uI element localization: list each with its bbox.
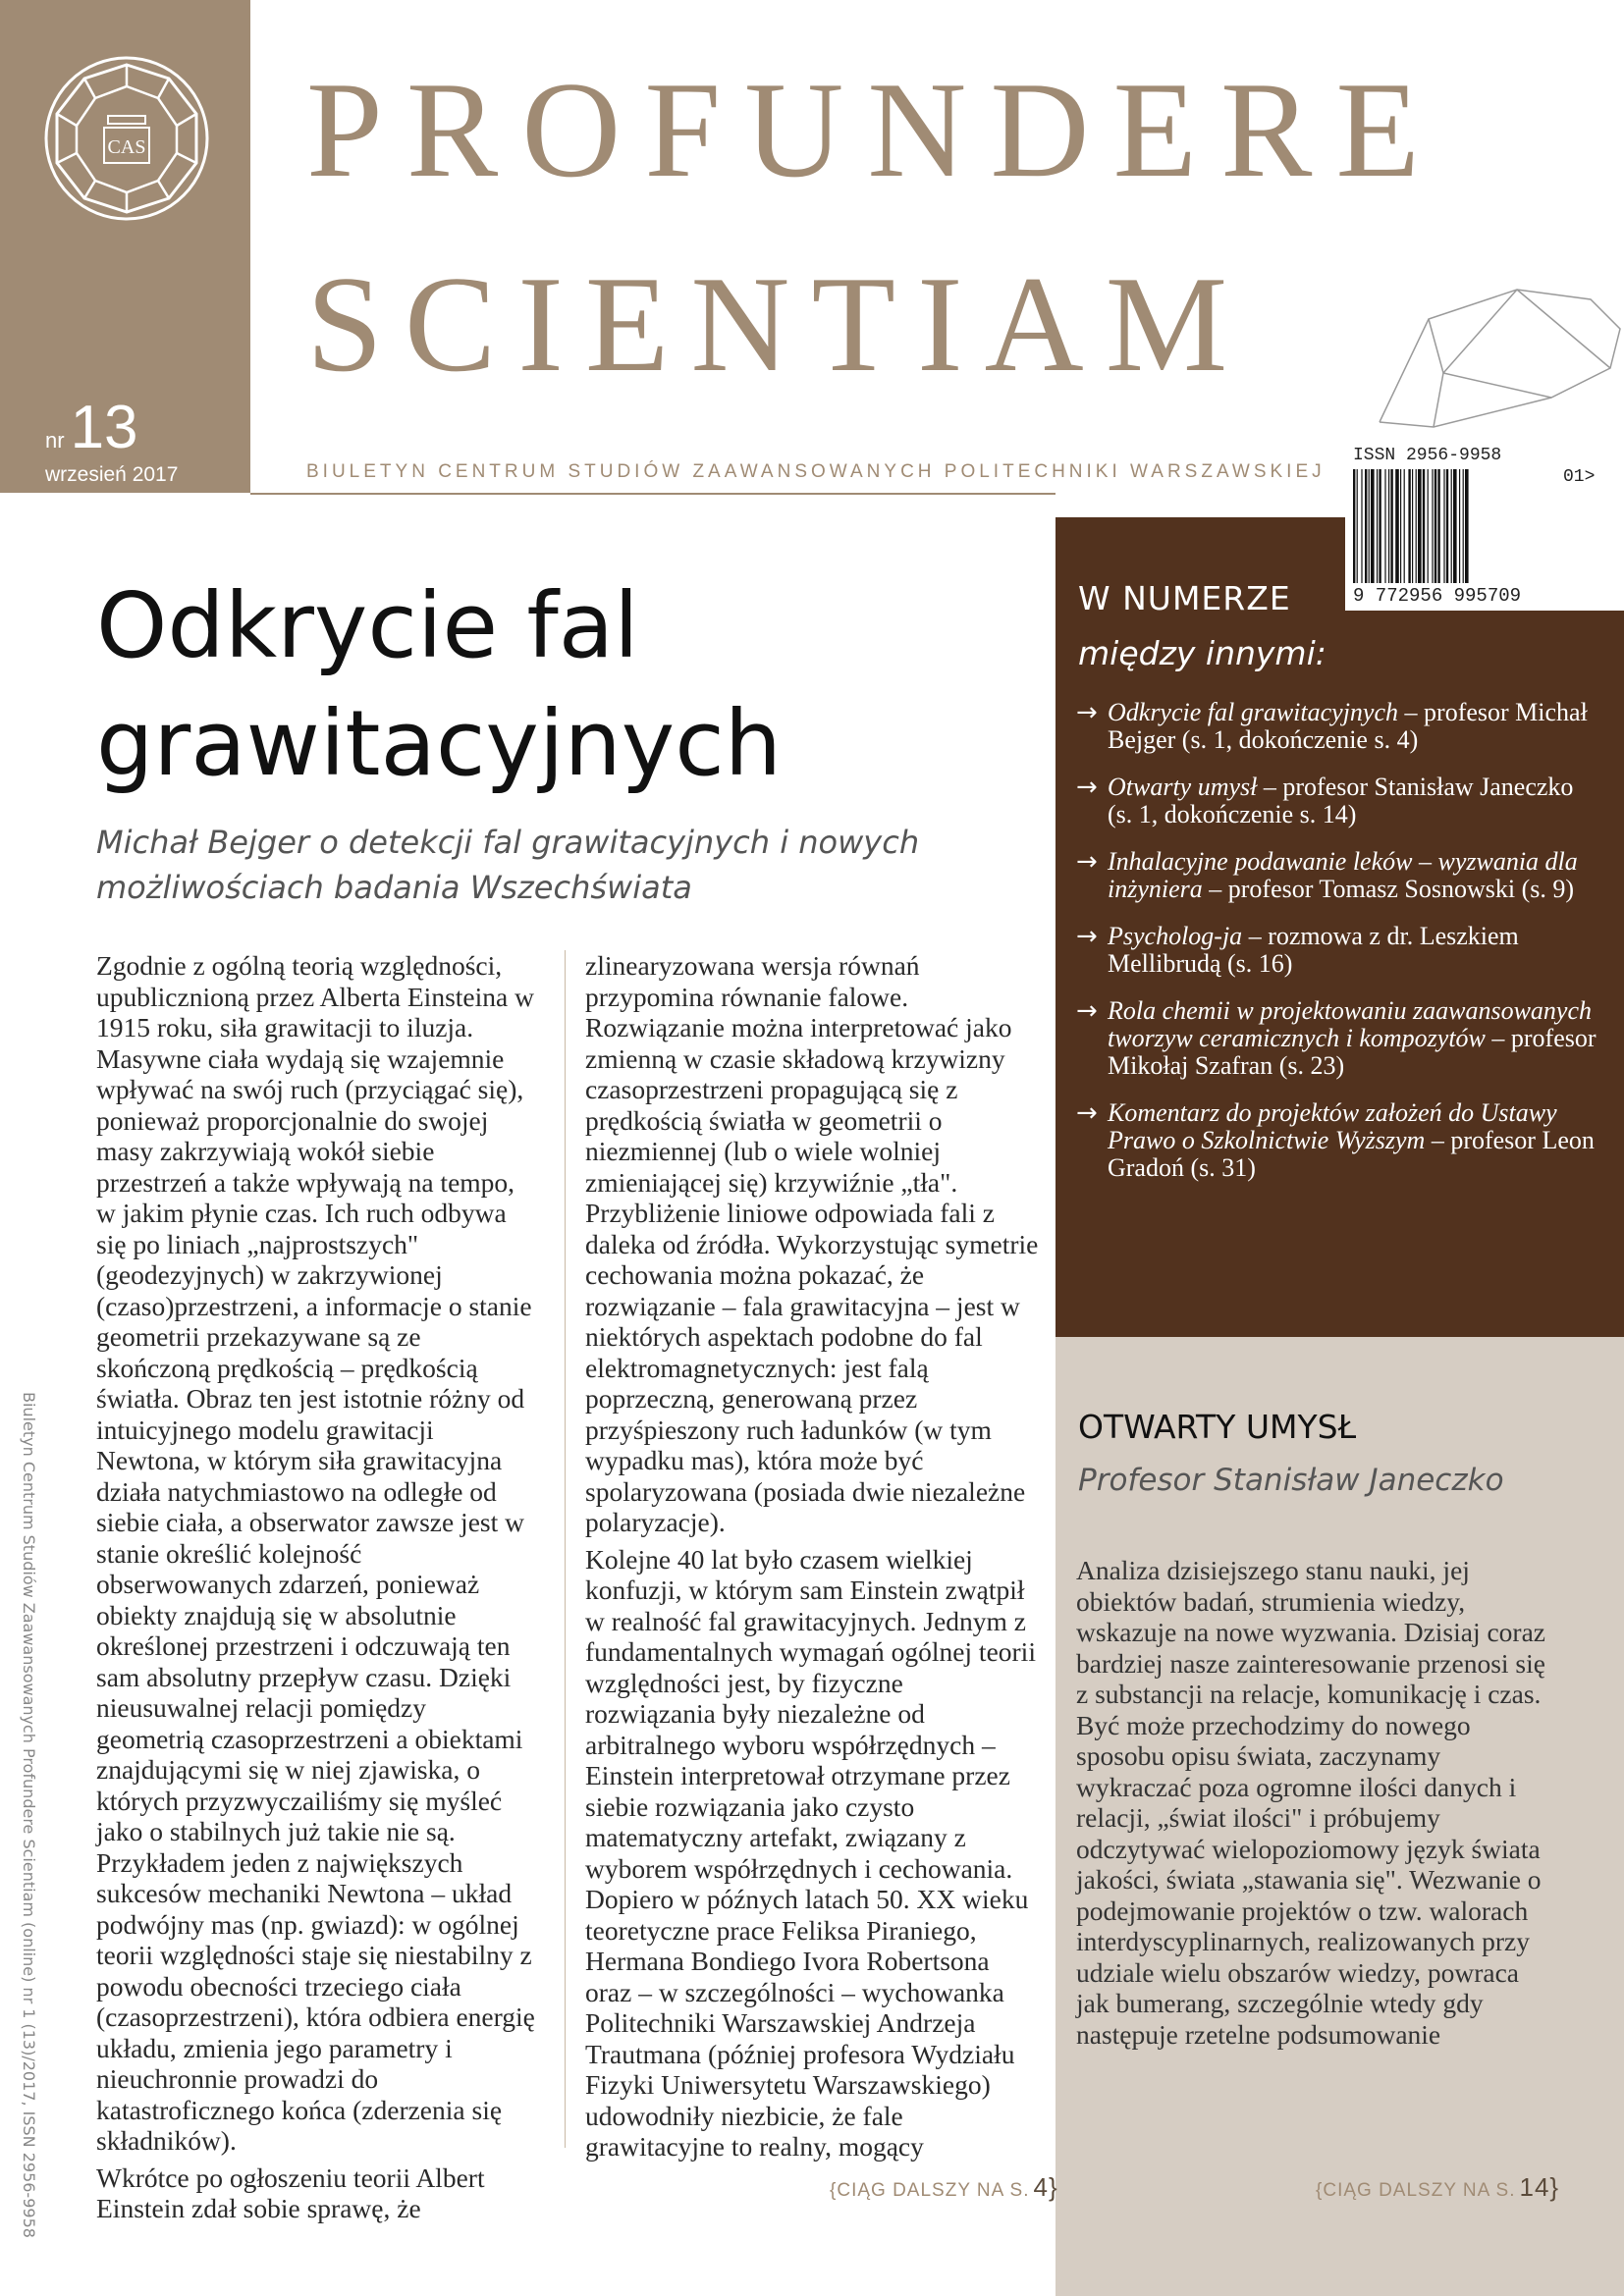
article-paragraph: zlinearyzowana wersja równań przypomina równanie falowe. Rozwiązanie można interpretować jako zmienną w czasie składową krzywizny czasoprzestrzeni propagującą się z prędkością światła w geometrii o niezmiennej (lub o wiele wolniej zmieniającej się) krzywiźnie „tła". Przybliżenie liniowe odpowiada fali z daleka od źródła. Wykorzystując symetrie cechowania można pokazać, że rozwiązanie – fala grawitacyjna – jest w niektórych aspektach podobne do fal elektromagnetycznych: jest falą poprzeczną, generowaną przez przyśpieszony ruch ładunków (w tym wypadku mas), która może być spolaryzowana (posiada dwie niezależne polaryzacje). — [585, 950, 1039, 1537]
arrow-right-icon: → — [1076, 773, 1098, 802]
headline-line-1: Odkrycie fal — [96, 573, 639, 678]
article-column-2 — [585, 950, 1039, 2168]
barcode-bar — [1465, 469, 1469, 583]
barcode-bar — [1428, 469, 1429, 583]
toc-item[interactable] — [1076, 1099, 1597, 1182]
toc-item-title: Komentarz do projektów założeń do Ustawy Prawo o Szkolnictwie Wyższym — [1108, 1098, 1557, 1154]
toc-item-detail: – profesor Stanisław Janeczko (s. 1, dokończenie s. 14) — [1108, 773, 1574, 828]
toc-item-title: Rola chemii w projektowaniu zaawansowanych tworzyw ceramicznych i kompozytów — [1108, 996, 1592, 1052]
cas-logo-icon — [43, 55, 210, 222]
open-mind-title: OTWARTY UMYSŁ — [1078, 1408, 1357, 1446]
barcode-bar — [1400, 469, 1401, 583]
issue-date: wrzesień 2017 — [45, 463, 179, 486]
barcode-addon: 01> — [1563, 467, 1596, 487]
barcode-bar — [1353, 469, 1355, 583]
logo-panel — [0, 0, 250, 493]
masthead-line-2: SCIENTIAM — [306, 248, 1250, 400]
article-paragraph: Kolejne 40 lat było czasem wielkiej konfuzji, w którym sam Einstein zwątpił w realność fal grawitacyjnych. Jednym z fundamentalnych wymagań ogólnej teorii względności jest, by fizyczne rozwiązania były niezależne od arbitralnego wyboru współrzędnych – Einstein interpretował otrzymane przez siebie rozwiązania jako czysto matematyczny artefakt, związany z wyborem współrzędnych i cechowania. Dopiero w późnych latach 50. XX wieku teoretyczne prace Feliksa Piraniego, Hermana Bondiego Ivora Robertsona oraz – w szczególności – wychowanka Politechniki Warszawskiej Andrzeja Trautmana (później profesora Wydziału Fizyki Uniwersytetu Warszawskiego) udowodniły niezbicie, że fale grawitacyjne to realny, mogący — [585, 1543, 1036, 2162]
toc-item-detail: – profesor Tomasz Sosnowski (s. 9) — [1202, 875, 1575, 903]
issue-number — [45, 393, 138, 462]
toc-item-title: Otwarty umysł — [1108, 773, 1258, 801]
toc-item[interactable] — [1076, 923, 1597, 978]
issue-label: nr — [45, 428, 65, 453]
barcode-bar — [1443, 469, 1444, 583]
article-headline — [96, 567, 782, 803]
toc-item[interactable] — [1076, 848, 1597, 903]
continued-page: 14} — [1519, 2172, 1560, 2202]
toc-item[interactable] — [1076, 997, 1597, 1080]
barcode-bar — [1408, 469, 1410, 583]
barcode-bar — [1369, 469, 1370, 583]
barcode-bar — [1463, 469, 1464, 583]
toc-list — [1076, 699, 1597, 1201]
barcode-bar — [1435, 469, 1436, 583]
toc-item-detail: – rozmowa z dr. Leszkiem Mellibrudą (s. 16) — [1108, 922, 1519, 978]
toc-item[interactable] — [1076, 699, 1597, 754]
barcode-bar — [1459, 469, 1460, 583]
continued-page: 4} — [1033, 2172, 1058, 2202]
arrow-right-icon: → — [1076, 1098, 1098, 1128]
in-issue-title: W NUMERZE — [1078, 579, 1291, 617]
article-column-1 — [96, 950, 536, 2230]
barcode-bar — [1390, 469, 1392, 583]
barcode-bar — [1395, 469, 1399, 583]
continued-link-open-mind[interactable] — [1316, 2172, 1559, 2203]
vertical-citation — [20, 1392, 72, 2238]
masthead-divider — [250, 493, 1056, 495]
toc-item-detail: – profesor Leon Gradoń (s. 31) — [1108, 1126, 1595, 1182]
arrow-right-icon: → — [1076, 698, 1098, 727]
article-deck: Michał Bejger o detekcji fal grawitacyjnych i nowych możliwościach badania Wszechświata — [96, 824, 920, 906]
barcode-bar — [1451, 469, 1452, 583]
decorative-polyhedron-icon — [1375, 275, 1624, 432]
vertical-citation-text: Biuletyn Centrum Studiów Zaawansowanych Profundere Scientiam (online) nr 1 (13)/2017, ISSN 2956-9958 — [20, 1392, 38, 2238]
barcode-bar — [1432, 469, 1433, 583]
issn-label: ISSN 2956-9958 — [1353, 446, 1502, 465]
continued-label: {CIĄG DALSZY NA S. — [1316, 2180, 1516, 2201]
continued-link-article[interactable] — [830, 2172, 1058, 2203]
barcode-bar — [1418, 469, 1422, 583]
barcode-bar — [1357, 469, 1358, 583]
toc-item-detail: – profesor Michał Bejger (s. 1, dokończenie s. 4) — [1108, 698, 1588, 754]
barcode-bars-icon — [1353, 469, 1559, 583]
masthead-subtitle: BIULETYN CENTRUM STUDIÓW ZAAWANSOWANYCH POLITECHNIKI WARSZAWSKIEJ — [306, 461, 1326, 482]
open-mind-body: Analiza dzisiejszego stanu nauki, jej obiektów badań, strumienia wiedzy, wskazuje na nowe wyzwania. Dzisiaj coraz bardziej nasze zainteresowanie przenosi się z substancji na relacje, komunikację i czas. Być może przechodzimy do nowego sposobu opisu świata, zaczynamy wykraczać poza ogromne ilości danych i relacji, „świat ilości" i próbujemy odczytywać wielopoziomowy język świata jakości, świata „stawania się". Wezwanie o podejmowanie projektów o tzw. walorach interdyscyplinarnych, realizowanych przy udziale wielu obszarów wiedzy, powraca jak bumerang, szczególnie wtedy gdy następuje rzetelne podsumowanie — [1076, 1555, 1545, 2050]
continued-label: {CIĄG DALSZY NA S. — [830, 2180, 1030, 2201]
barcode — [1345, 442, 1624, 611]
arrow-right-icon: → — [1076, 996, 1098, 1026]
barcode-bar — [1361, 469, 1362, 583]
barcode-bar — [1379, 469, 1380, 583]
barcode-bar — [1384, 469, 1385, 583]
barcode-digits: 9 772956 995709 — [1353, 585, 1522, 607]
issue-value: 13 — [70, 394, 138, 461]
toc-item-title: Psycholog-ja — [1108, 922, 1243, 950]
barcode-bar — [1404, 469, 1405, 583]
masthead-line-1: PROFUNDERE — [306, 54, 1443, 206]
open-mind-author: Profesor Stanisław Janeczko — [1078, 1463, 1504, 1498]
arrow-right-icon: → — [1076, 847, 1098, 877]
barcode-bar — [1377, 469, 1378, 583]
article-paragraph: Zgodnie z ogólną teorią względności, upublicznioną przez Alberta Einsteina w 1915 roku, siła grawitacji to iluzja. Masywne ciała wydają się wzajemnie wpływać na swój ruch (przyciągać się), ponieważ proporcjonalnie do swojej masy zakrzywiają wokół siebie przestrzeń a także wpływają na tempo, w jakim płynie czas. Ich ruch odbywa się po liniach „najprostszych" (geodezyjnych) w zakrzywionej (czaso)przestrzeni, a informacje o stanie geometrii przekazywane są ze skończoną prędkością – prędkością światła. Obraz ten jest istotnie różny od intuicyjnego modelu grawitacji Newtona, w którym siła grawitacyjna działa natychmiastowo na odległe od siebie ciała, a obserwator zawsze jest w stanie określić kolejność obserwowanych zdarzeń, ponieważ obiekty znajdują się w absolutnie określonej przestrzeni i odczuwają ten sam absolutny przepływ czasu. Dzięki nieusuwalnej relacji pomiędzy geometrią czasoprzestrzeni a obiektami znajdującymi się w niej zjawiska, o których przyzwyczailiśmy się myśleć jako o stabilnych już takie nie są. Przykładem jeden z największych sukcesów mechaniki Newtona – układ podwójny mas (np. gwiazd): w ogólnej teorii względności staje się niestabilny z powodu obecności trzeciego ciała (czasoprzestrzeni), która odbiera energię układu, zmienia jego parametry i nieuchronnie prowadzi do katastroficznego końca (zderzenia się składników). — [96, 950, 535, 2156]
in-issue-subtitle: między innymi: — [1078, 634, 1326, 672]
barcode-bar — [1423, 469, 1425, 583]
barcode-bar — [1371, 469, 1375, 583]
toc-item-title: Inhalacyjne podawanie leków – wyzwania dla inżyniera — [1108, 847, 1578, 903]
barcode-bar — [1412, 469, 1413, 583]
barcode-bar — [1453, 469, 1457, 583]
toc-item-title: Odkrycie fal grawitacyjnych — [1108, 698, 1399, 726]
barcode-bar — [1416, 469, 1417, 583]
barcode-bar — [1388, 469, 1389, 583]
headline-line-2: grawitacyjnych — [96, 691, 783, 796]
logo-text: CAS — [107, 136, 146, 158]
barcode-bar — [1446, 469, 1448, 583]
arrow-right-icon: → — [1076, 922, 1098, 951]
toc-item[interactable] — [1076, 774, 1597, 828]
column-divider — [565, 950, 566, 2148]
toc-item-detail: – profesor Mikołaj Szafran (s. 23) — [1108, 1024, 1597, 1080]
article-paragraph: Wkrótce po ogłoszeniu teorii Albert Einstein zdał sobie sprawę, że — [96, 2162, 485, 2223]
barcode-bar — [1437, 469, 1439, 583]
barcode-bar — [1365, 469, 1367, 583]
